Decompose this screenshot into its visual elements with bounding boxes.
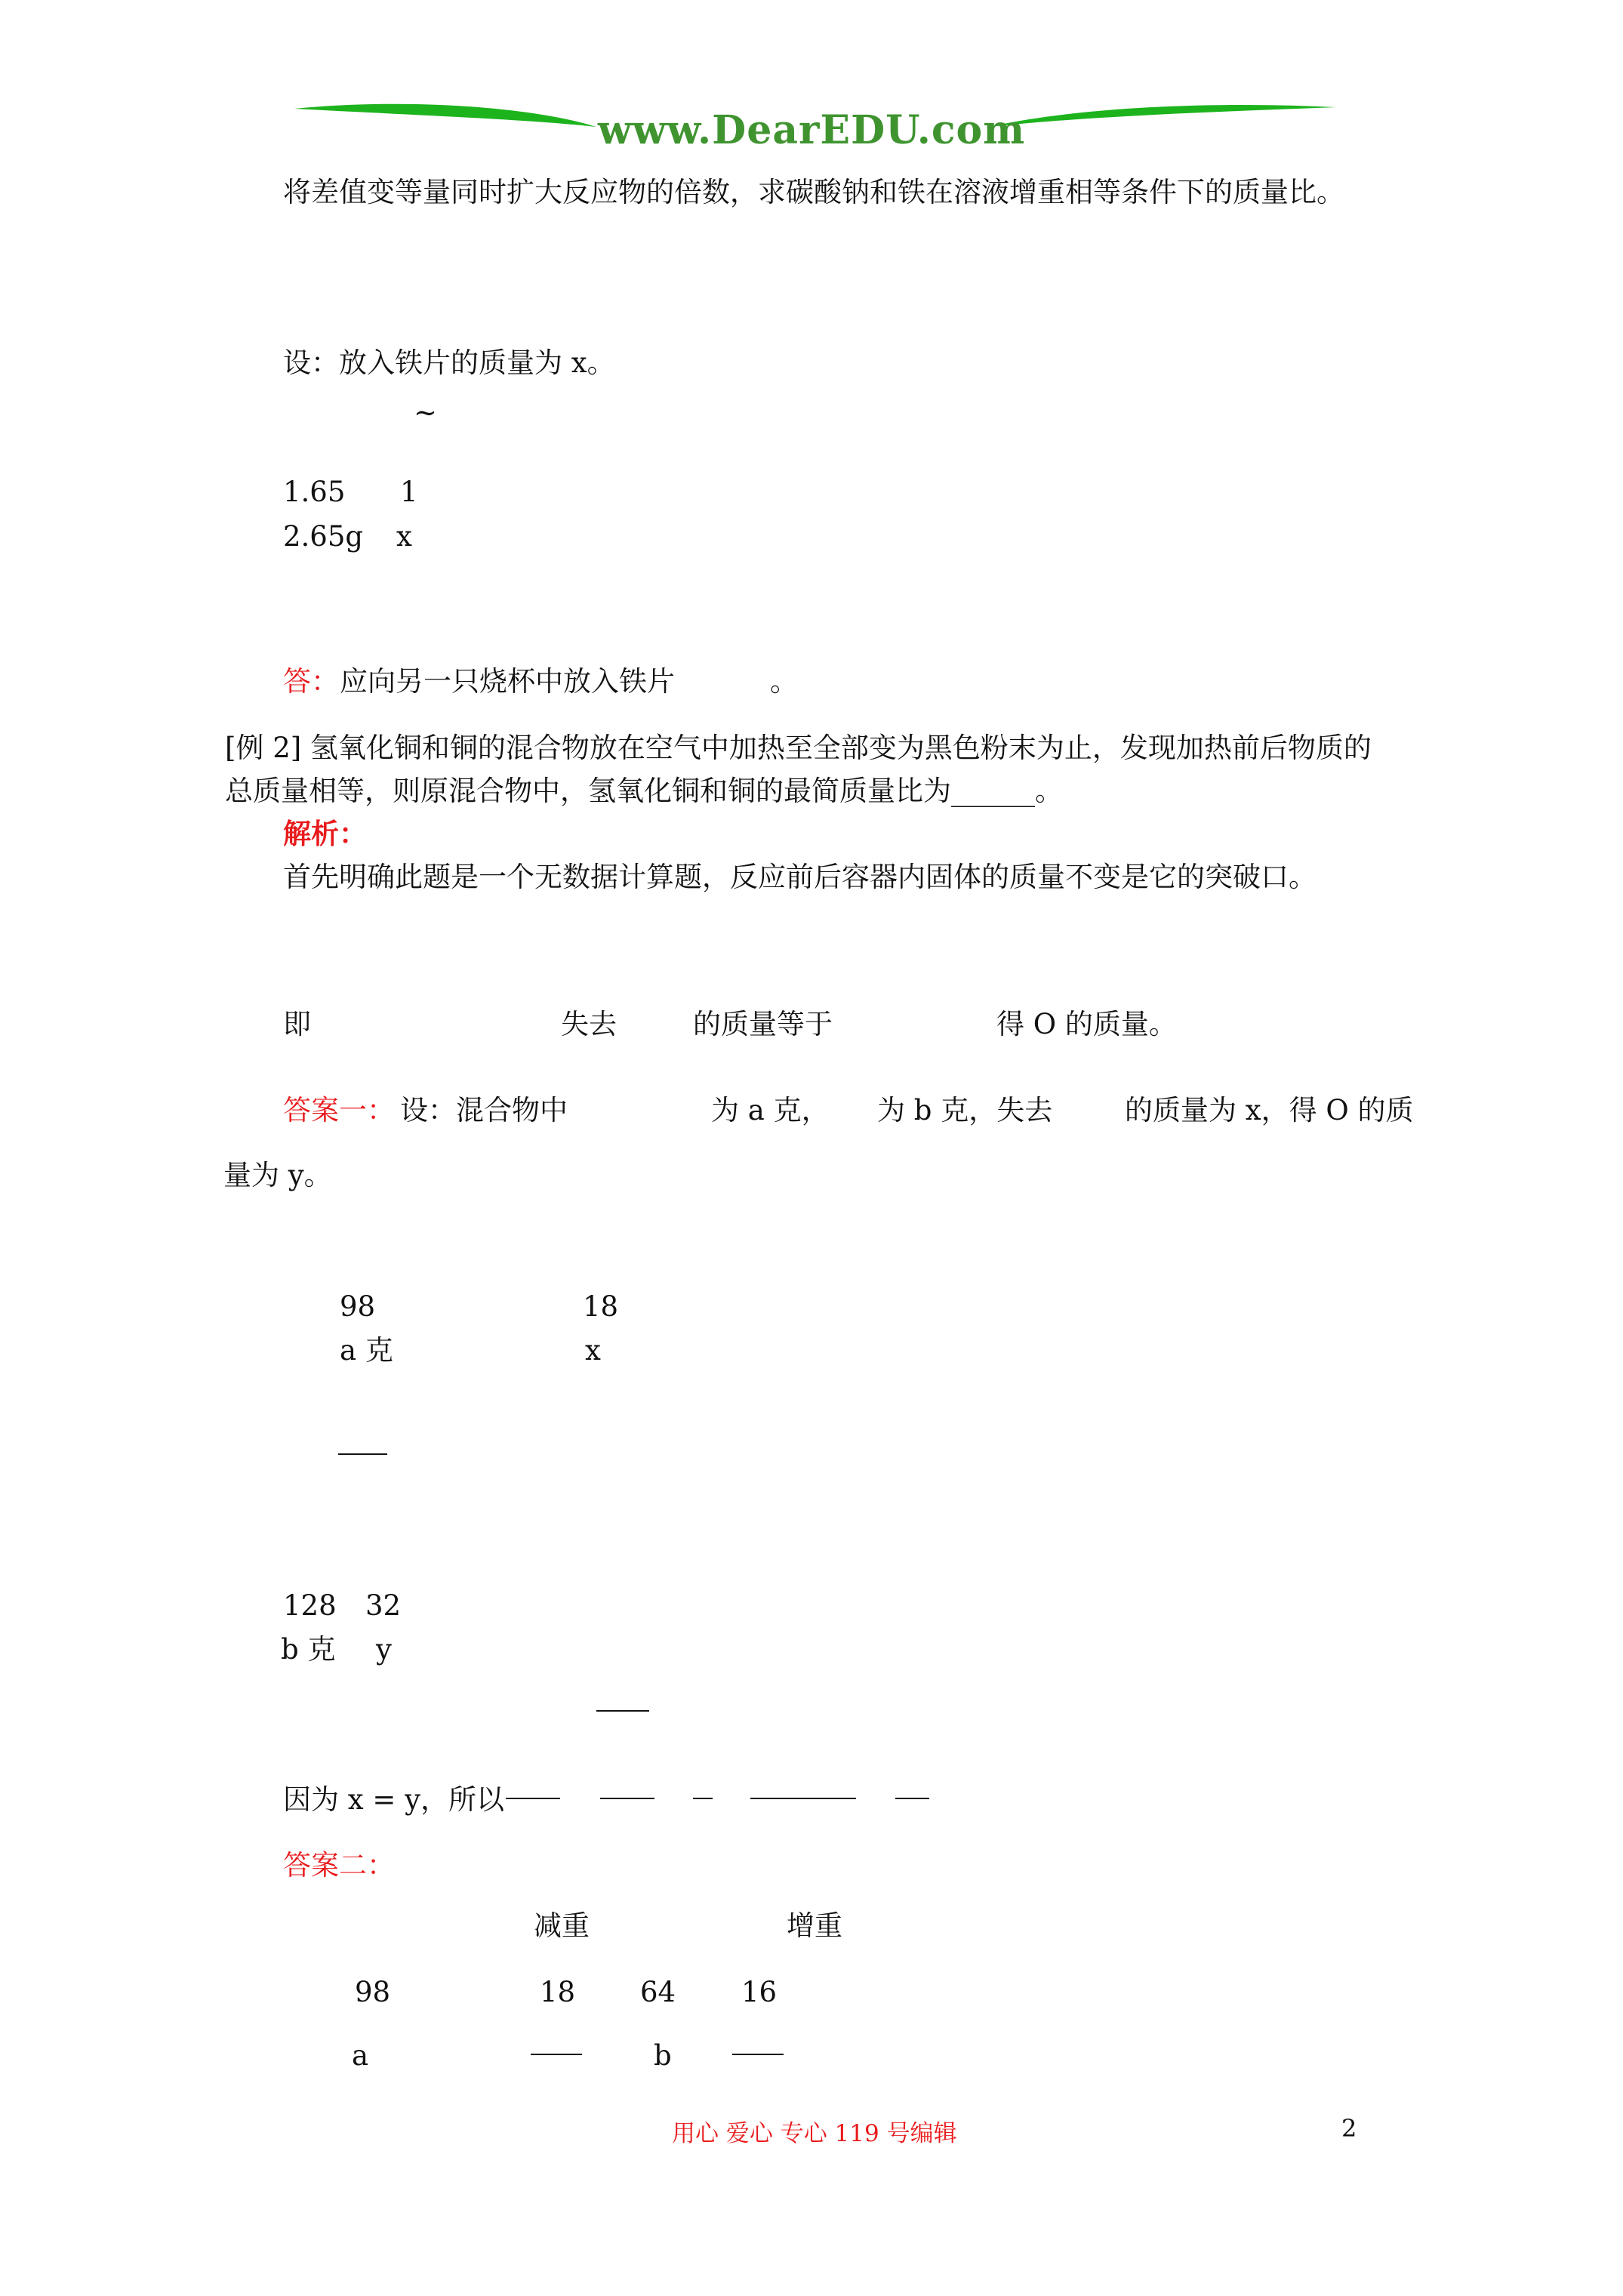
text-fragment: 为 b 克，失去 [877,1094,1053,1126]
analysis-text: 首先明确此题是一个无数据计算题，反应前后容器内固体的质量不变是它的突破口。 [283,861,1317,893]
value: 1.65 [283,476,346,508]
value: x [396,520,412,553]
text-line: 将差值变等量同时扩大反应物的倍数，求碳酸钠和铁在溶液增重相等条件下的质量比。 [283,176,1344,208]
tilde: ~ [414,396,438,429]
example-text: [例 2] 氢氧化铜和铜的混合物放在空气中加热至全部变为黑色粉末为止，发现加热前后物质的 [225,732,1372,764]
answer-text: 应向另一只烧杯中放入铁片 [340,665,675,698]
value: a 克 [340,1334,393,1367]
value: 64 [640,1976,676,2008]
text-fragment: 量为 y。 [223,1159,332,1191]
page-number: 2 [1341,2114,1357,2143]
text-fragment: 增重 [787,1909,842,1942]
value: 128 [283,1589,337,1622]
header-logo [287,91,1344,159]
fraction-bar [506,1798,560,1799]
value: 18 [583,1290,619,1323]
analysis-label: 解析： [283,817,367,850]
period: 。 [770,665,798,698]
value: 98 [340,1290,376,1323]
text-fragment: 的质量为 x，得 O 的质 [1125,1094,1414,1126]
example-text: 总质量相等，则原混合物中，氢氧化铜和铜的最简质量比为______。 [225,775,1063,807]
value: b [654,2039,672,2072]
value: a [352,2039,369,2072]
value: 98 [355,1976,391,2008]
value: 18 [540,1976,576,2008]
text-fragment: 即 [283,1008,311,1040]
value: 1 [400,476,418,508]
text-fragment: 设：混合物中 [400,1094,568,1126]
text-fragment: 得 O 的质量。 [996,1008,1177,1040]
footer-text: 用心 爱心 专心 119 号编辑 [672,2120,957,2147]
value: b 克 [281,1633,336,1666]
fraction-bar [600,1798,654,1799]
value: 16 [741,1976,778,2008]
text-line: 设：放入铁片的质量为 x。 [283,347,615,379]
text-fragment: 失去 [561,1008,617,1040]
fraction-bar [750,1798,856,1799]
answer-two-label: 答案二： [283,1849,395,1881]
value: y [376,1633,392,1666]
text-fragment: 减重 [534,1909,590,1942]
answer-label: 答： [283,665,339,698]
answer-one-label: 答案一： [283,1094,395,1126]
fraction-bar [338,1453,387,1455]
fraction-bar [732,2054,784,2055]
value: 2.65g [283,520,364,553]
fraction-bar [693,1798,713,1799]
value: 32 [365,1589,402,1622]
fraction-bar [596,1710,649,1712]
fraction-bar [895,1798,929,1799]
value: x [585,1334,601,1367]
logo-text: www.DearEDU.com [598,107,1026,153]
text-fragment: 为 a 克， [711,1094,830,1126]
text-fragment: 因为 x = y，所以 [283,1783,505,1816]
text-fragment: 的质量等于 [693,1008,833,1040]
fraction-bar [531,2054,582,2055]
